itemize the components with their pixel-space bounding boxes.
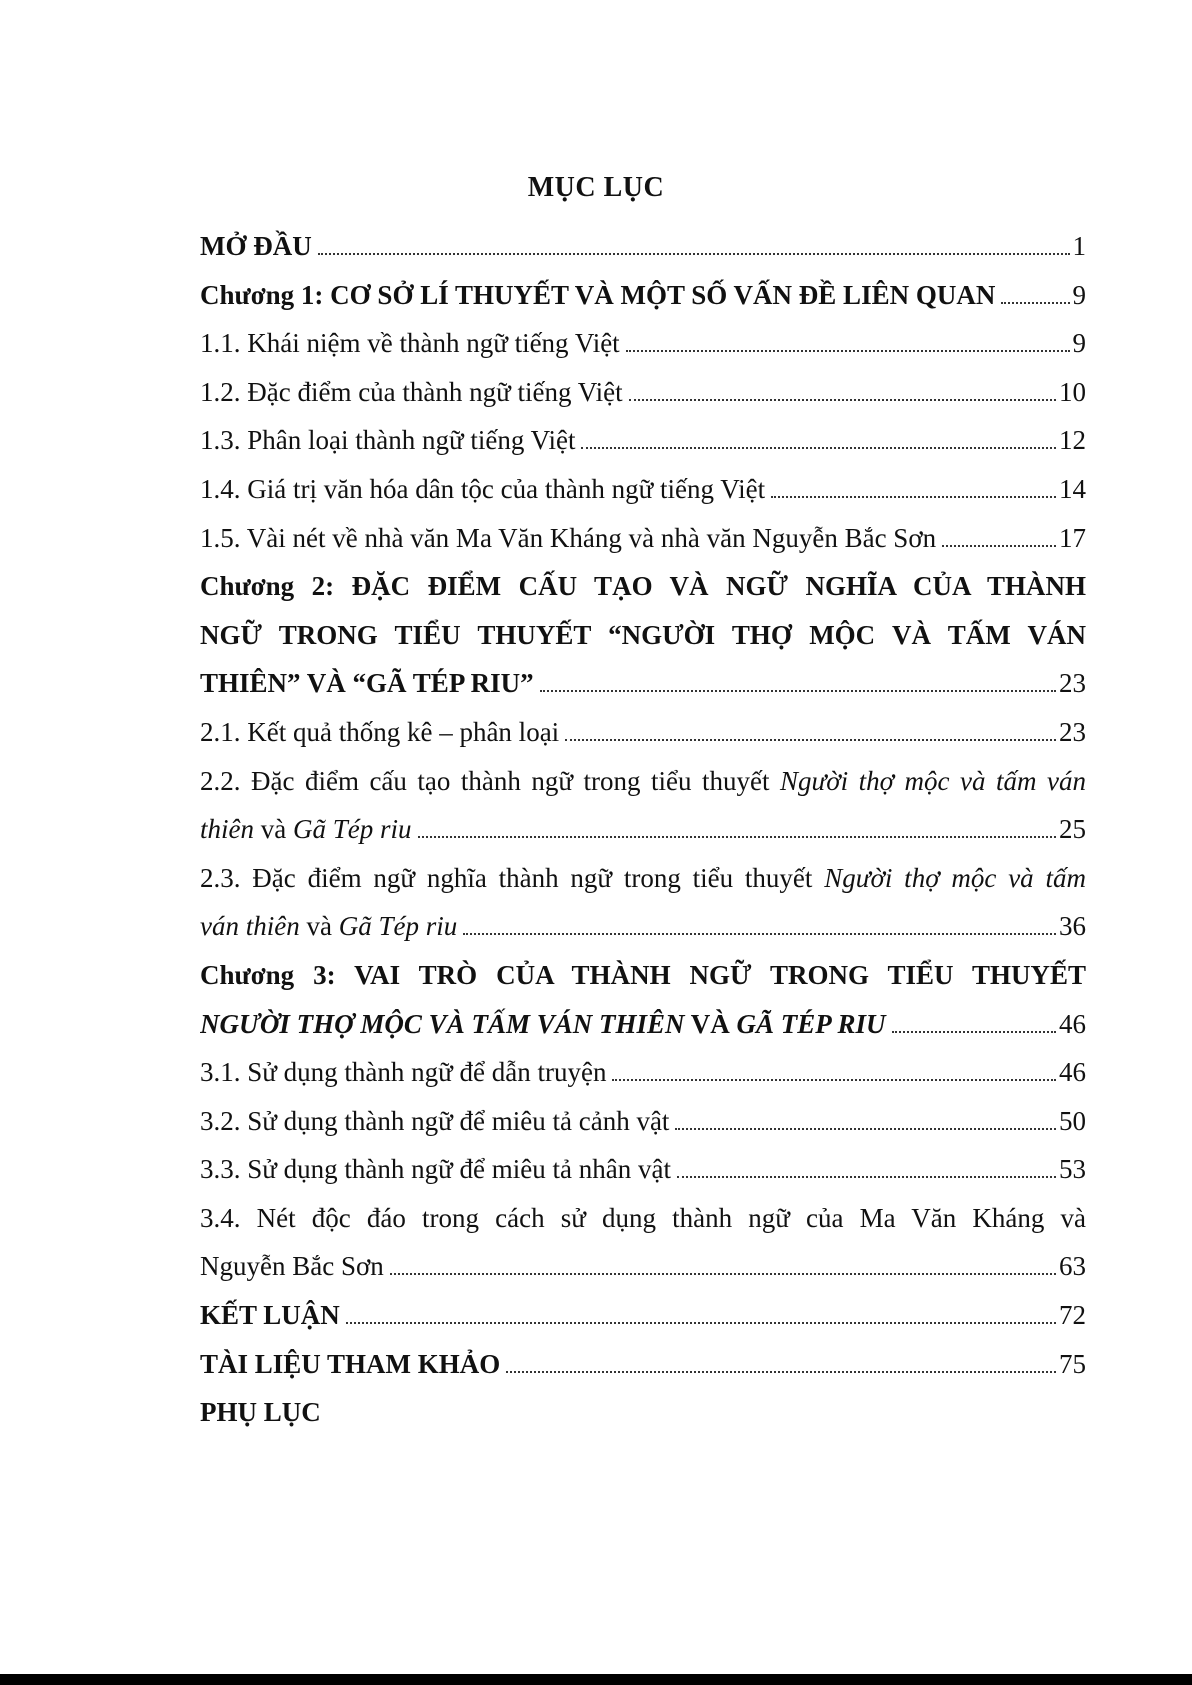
toc-entry-phu-luc[interactable]	[200, 1388, 1086, 1437]
novel-title: Gã Tép riu	[338, 911, 458, 942]
toc-entry-line	[200, 854, 1086, 903]
novel-title: Gã Tép riu	[292, 814, 412, 845]
toc-page-number: 10	[1059, 376, 1086, 407]
toc-entry-1-3[interactable]	[200, 416, 1086, 465]
toc-entry-text: 1.1. Khái niệm về thành ngữ tiếng Việt	[200, 328, 620, 359]
toc-entry-text: 2.3. Đặc điểm ngữ nghĩa thành ngữ trong tiểu thuyết	[200, 862, 825, 893]
toc-entry-chapter-2[interactable]	[200, 562, 1086, 708]
dot-leader	[677, 1175, 1056, 1178]
toc-entry-chapter-1[interactable]	[200, 271, 1086, 320]
toc-page-number: 17	[1059, 522, 1086, 553]
toc-entry-line: Chương 3: VAI TRÒ CỦA THÀNH NGỮ TRONG TIỂU THUYẾT	[200, 959, 1086, 990]
toc-entry-text: 3.3. Sử dụng thành ngữ để miêu tả nhân vật	[200, 1154, 671, 1185]
toc-entry-2-2[interactable]	[200, 757, 1086, 854]
toc-entry-text: 2.1. Kết quả thống kê – phân loại	[200, 716, 560, 747]
toc-entry-text: TÀI LIỆU THAM KHẢO	[200, 1348, 501, 1379]
dot-leader	[892, 1030, 1056, 1033]
toc-entry-tai-lieu-tham-khao[interactable]	[200, 1340, 1086, 1389]
toc-page-number: 75	[1059, 1348, 1086, 1379]
toc-page-number: 53	[1059, 1154, 1086, 1185]
toc-page-number: 36	[1059, 911, 1086, 942]
toc-page-number: 9	[1072, 328, 1086, 359]
connector-text: VÀ	[684, 1008, 737, 1039]
novel-title: Người thợ mộc và tấm ván	[779, 765, 1086, 796]
dot-leader	[390, 1272, 1056, 1275]
toc-entry-1-1[interactable]	[200, 319, 1086, 368]
toc-page-number: 23	[1059, 716, 1086, 747]
toc-entry-text: 2.2. Đặc điểm cấu tạo thành ngữ trong tiểu thuyết	[200, 765, 780, 796]
toc-entry-text: 3.1. Sử dụng thành ngữ để dẫn truyện	[200, 1057, 607, 1088]
toc-entry-line: 3.4. Nét độc đáo trong cách sử dụng thành ngữ của Ma Văn Kháng và	[200, 1202, 1086, 1233]
connector-text: và	[254, 814, 293, 845]
dot-leader	[1001, 301, 1069, 304]
toc-entry-text: KẾT LUẬN	[200, 1300, 340, 1331]
toc-entry-ket-luan[interactable]	[200, 1291, 1086, 1340]
novel-title: Người thợ mộc và tấm	[824, 862, 1086, 893]
toc-title: MỤC LỤC	[527, 172, 665, 203]
dot-leader	[346, 1321, 1056, 1324]
toc-entry-text: 1.3. Phân loại thành ngữ tiếng Việt	[200, 425, 576, 456]
toc-entry-text: 1.2. Đặc điểm của thành ngữ tiếng Việt	[200, 376, 623, 407]
toc-entry-2-1[interactable]	[200, 708, 1086, 757]
toc-entry-1-2[interactable]	[200, 368, 1086, 417]
toc-entry-2-3[interactable]	[200, 854, 1086, 951]
connector-text: và	[299, 911, 339, 942]
dot-leader	[626, 349, 1070, 352]
toc-page-number: 63	[1059, 1251, 1086, 1282]
dot-leader	[942, 544, 1056, 547]
dot-leader	[629, 398, 1056, 401]
dot-leader	[463, 932, 1056, 935]
toc-page-number: 46	[1059, 1057, 1086, 1088]
toc-entry-line: NGỮ TRONG TIỂU THUYẾT “NGƯỜI THỢ MỘC VÀ TẤM VÁN	[200, 619, 1086, 650]
toc-entry-text: Chương 1: CƠ SỞ LÍ THUYẾT VÀ MỘT SỐ VẤN ĐỀ LIÊN QUAN	[200, 279, 996, 310]
toc-entry-text	[200, 1000, 886, 1049]
toc-entry-text: 1.4. Giá trị văn hóa dân tộc của thành ngữ tiếng Việt	[200, 473, 766, 504]
toc-entry-1-5[interactable]	[200, 514, 1086, 563]
novel-title: NGƯỜI THỢ MỘC VÀ TẤM VÁN THIÊN	[200, 1008, 685, 1039]
toc-entry-text: Nguyễn Bắc Sơn	[200, 1251, 384, 1282]
novel-title: thiên	[200, 814, 254, 845]
toc-entry-text	[200, 902, 457, 951]
dot-leader	[581, 446, 1056, 449]
bottom-edge-bar	[0, 1674, 1192, 1685]
toc-entry-3-1[interactable]	[200, 1048, 1086, 1097]
toc-entry-text: 1.5. Vài nét về nhà văn Ma Văn Kháng và nhà văn Nguyễn Bắc Sơn	[200, 522, 937, 553]
toc-page-number: 25	[1059, 814, 1086, 845]
toc-page-number: 72	[1059, 1300, 1086, 1331]
toc-entry-text: THIÊN” VÀ “GÃ TÉP RIU”	[200, 668, 534, 699]
dot-leader	[540, 689, 1056, 692]
toc-page-number: 12	[1059, 425, 1086, 456]
toc-entry-3-4[interactable]	[200, 1194, 1086, 1291]
toc-entry-1-4[interactable]	[200, 465, 1086, 514]
toc-entry-text	[200, 805, 412, 854]
toc-entry-text: MỞ ĐẦU	[200, 231, 312, 261]
table-of-contents	[200, 222, 1086, 1437]
novel-title: GÃ TÉP RIU	[736, 1008, 886, 1039]
toc-entry-line: Chương 2: ĐẶC ĐIỂM CẤU TẠO VÀ NGỮ NGHĨA CỦA THÀNH	[200, 571, 1086, 602]
toc-entry-3-2[interactable]	[200, 1097, 1086, 1146]
toc-entry-chapter-3[interactable]	[200, 951, 1086, 1048]
toc-page-number: 50	[1059, 1105, 1086, 1136]
dot-leader	[506, 1370, 1056, 1373]
toc-entry-text: PHỤ LỤC	[200, 1397, 321, 1428]
toc-page-number: 23	[1059, 668, 1086, 699]
toc-page-number: 14	[1059, 473, 1086, 504]
dot-leader	[318, 252, 1070, 255]
novel-title: ván thiên	[200, 911, 300, 942]
dot-leader	[565, 738, 1056, 741]
toc-entry-mo-dau[interactable]	[200, 222, 1086, 271]
dot-leader	[418, 835, 1057, 838]
dot-leader	[771, 495, 1056, 498]
dot-leader	[675, 1127, 1056, 1130]
toc-page-number: 46	[1059, 1008, 1086, 1039]
toc-entry-line	[200, 757, 1086, 806]
toc-page-number: 1	[1072, 231, 1086, 261]
toc-entry-3-3[interactable]	[200, 1145, 1086, 1194]
toc-entry-text: 3.2. Sử dụng thành ngữ để miêu tả cảnh vật	[200, 1105, 670, 1136]
toc-page-number: 9	[1072, 279, 1086, 310]
dot-leader	[612, 1078, 1056, 1081]
